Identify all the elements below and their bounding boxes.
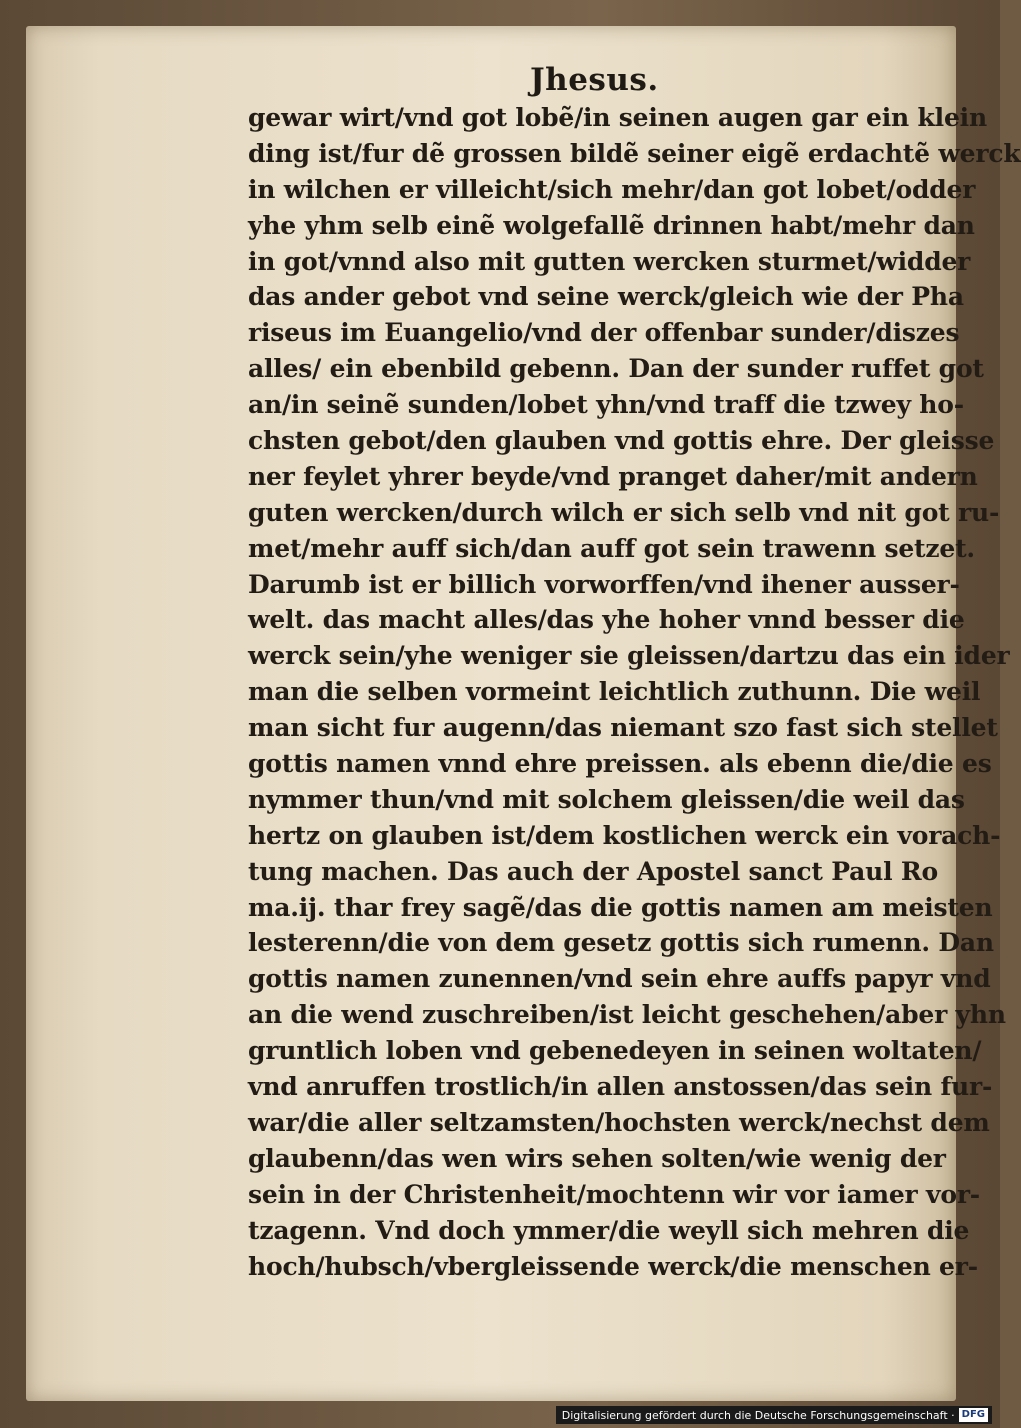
text-line: sein in der Christenheit/mochtenn wir vor iamer vor-: [248, 1179, 980, 1209]
text-line: war/die aller seltzamsten/hochsten werck/nechst dem: [248, 1107, 990, 1137]
text-line: welt. das macht alles/das yhe hoher vnnd besser die: [248, 605, 965, 635]
digitization-credit: [556, 1406, 992, 1424]
dfg-logo: DFG: [959, 1408, 988, 1422]
text-line: yhe yhm selb einẽ wolgefallẽ drinnen habt/mehr dan: [248, 210, 975, 240]
text-line: in wilchen er villeicht/sich mehr/dan got lobet/odder: [248, 174, 976, 204]
text-line: vnd anruffen trostlich/in allen anstossen/das sein fur-: [248, 1072, 993, 1102]
text-line: ma.ij. thar frey sagẽ/das die gottis namen am meisten: [248, 892, 993, 922]
text-line: an die wend zuschreiben/ist leicht geschehen/aber yhn: [248, 1000, 1006, 1030]
text-line: werck sein/yhe weniger sie gleissen/dartzu das ein ider: [248, 641, 1010, 671]
text-line: gottis namen zunennen/vnd sein ehre auffs papyr vnd: [248, 964, 991, 994]
text-line: in got/vnnd also mit gutten wercken sturmet/widder: [248, 246, 971, 276]
text-line: hoch/hubsch/vbergleissende werck/die menschen er-: [248, 1251, 978, 1281]
text-line: lesterenn/die von dem gesetz gottis sich rumenn. Dan: [248, 928, 994, 958]
text-line: tung machen. Das auch der Apostel sanct Paul Ro: [248, 856, 938, 886]
credit-text: Digitalisierung gefördert durch die Deutsche Forschungsgemeinschaft ·: [561, 1408, 955, 1422]
text-line: riseus im Euangelio/vnd der offenbar sunder/diszes: [248, 318, 960, 348]
running-header: Jhesus.: [530, 62, 659, 98]
text-line: man sicht fur augenn/das niemant szo fast sich stellet: [248, 713, 998, 743]
text-line: gottis namen vnnd ehre preissen. als ebenn die/die es: [248, 749, 992, 779]
text-line: ding ist/fur dẽ grossen bildẽ seiner eigẽ erdachtẽ werck: [248, 138, 1021, 168]
text-line: Darumb ist er billich vorworffen/vnd ihener ausser-: [248, 569, 960, 599]
text-line: hertz on glauben ist/dem kostlichen werck ein vorach-: [248, 820, 1001, 850]
text-line: tzagenn. Vnd doch ymmer/die weyll sich mehren die: [248, 1215, 970, 1245]
text-line: alles/ ein ebenbild gebenn. Dan der sunder ruffet got: [248, 354, 984, 384]
text-line: met/mehr auff sich/dan auff got sein trawenn setzet.: [248, 533, 975, 563]
text-line: ner feylet yhrer beyde/vnd pranget daher/mit andern: [248, 461, 978, 491]
text-line: man die selben vormeint leichtlich zuthunn. Die weil: [248, 677, 981, 707]
text-line: glaubenn/das wen wirs sehen solten/wie wenig der: [248, 1143, 946, 1173]
text-line: gruntlich loben vnd gebenedeyen in seinen woltaten/: [248, 1036, 982, 1066]
text-line: an/in seinẽ sunden/lobet yhn/vnd traff die tzwey ho-: [248, 390, 964, 420]
text-line: gewar wirt/vnd got lobẽ/in seinen augen gar ein klein: [248, 103, 987, 132]
text-line: guten wercken/durch wilch er sich selb vnd nit got ru-: [248, 497, 1000, 527]
text-line: chsten gebot/den glauben vnd gottis ehre. Der gleisse: [248, 426, 995, 456]
text-line: das ander gebot vnd seine werck/gleich wie der Pha: [248, 282, 964, 312]
text-block: [248, 100, 1021, 1284]
text-line: nymmer thun/vnd mit solchem gleissen/die weil das: [248, 784, 965, 814]
